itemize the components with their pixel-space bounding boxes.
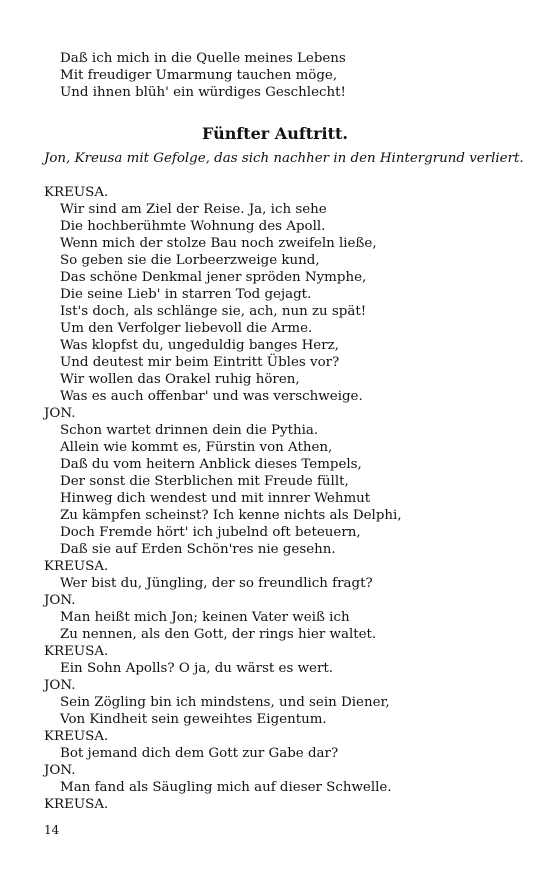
verse-line: Ein Sohn Apolls? O ja, du wärst es wert. bbox=[60, 661, 334, 676]
verse-line: Doch Fremde hört' ich jubelnd oft beteuern, bbox=[60, 525, 361, 540]
verse-line: Wir sind am Ziel der Reise. Ja, ich sehe bbox=[60, 202, 327, 217]
verse-line: Schon wartet drinnen dein die Pythia. bbox=[60, 423, 319, 438]
verse-line: Wir wollen das Orakel ruhig hören, bbox=[60, 372, 300, 387]
page-number: 14 bbox=[44, 823, 60, 837]
speaker-name: JON. bbox=[44, 763, 76, 778]
verse-line: Man fand als Säugling mich auf dieser Schwelle. bbox=[60, 780, 392, 795]
verse-line: Mit freudiger Umarmung tauchen möge, bbox=[60, 68, 338, 83]
verse-line: Wer bist du, Jüngling, der so freundlich fragt? bbox=[60, 576, 373, 591]
verse-line: Die seine Lieb' in starren Tod gejagt. bbox=[60, 287, 312, 302]
verse-line: Ist's doch, als schlänge sie, ach, nun zu spät! bbox=[60, 304, 367, 319]
verse-line: Und deutest mir beim Eintritt Übles vor? bbox=[60, 355, 340, 370]
verse-line: Daß du vom heitern Anblick dieses Tempels, bbox=[60, 457, 362, 472]
verse-line: Man heißt mich Jon; keinen Vater weiß ich bbox=[60, 610, 350, 625]
verse-line: Daß ich mich in die Quelle meines Lebens bbox=[60, 51, 346, 66]
speaker-name: JON. bbox=[44, 593, 76, 608]
speaker-name: JON. bbox=[44, 406, 76, 421]
verse-line: Allein wie kommt es, Fürstin von Athen, bbox=[60, 440, 333, 455]
verse-line: Zu nennen, als den Gott, der rings hier waltet. bbox=[60, 627, 377, 642]
speaker-name: KREUSA. bbox=[44, 644, 109, 659]
verse-line: Daß sie auf Erden Schön'res nie gesehn. bbox=[60, 542, 336, 557]
speaker-name: KREUSA. bbox=[44, 797, 109, 812]
verse-line: Um den Verfolger liebevoll die Arme. bbox=[60, 321, 313, 336]
scene-title: Fünfter Auftritt. bbox=[202, 124, 348, 143]
verse-line: Was klopfst du, ungeduldig banges Herz, bbox=[60, 338, 339, 353]
speaker-name: KREUSA. bbox=[44, 559, 109, 574]
verse-line: Zu kämpfen scheinst? Ich kenne nichts als Delphi, bbox=[60, 508, 402, 523]
speaker-name: JON. bbox=[44, 678, 76, 693]
opening-verse bbox=[44, 50, 514, 101]
verse-line: Bot jemand dich dem Gott zur Gabe dar? bbox=[60, 746, 339, 761]
verse-line: Die hochberühmte Wohnung des Apoll. bbox=[60, 219, 326, 234]
verse-line: Sein Zögling bin ich mindstens, und sein Diener, bbox=[60, 695, 390, 710]
verse-line: Von Kindheit sein geweihtes Eigentum. bbox=[60, 712, 327, 727]
speaker-name: KREUSA. bbox=[44, 729, 109, 744]
verse-line: So geben sie die Lorbeerzweige kund, bbox=[60, 253, 320, 268]
speaker-name: KREUSA. bbox=[44, 185, 109, 200]
verse-line: Das schöne Denkmal jener spröden Nymphe, bbox=[60, 270, 367, 285]
verse-line: Und ihnen blüh' ein würdiges Geschlecht! bbox=[60, 85, 346, 100]
stage-direction: Jon, Kreusa mit Gefolge, das sich nachher in den Hintergrund verliert. bbox=[44, 151, 524, 166]
verse-line: Hinweg dich wendest und mit innrer Wehmut bbox=[60, 491, 371, 506]
dialogue bbox=[44, 184, 514, 813]
verse-line: Was es auch offenbar' und was verschweige. bbox=[60, 389, 363, 404]
verse-line: Der sonst die Sterblichen mit Freude füllt, bbox=[60, 474, 349, 489]
verse-line: Wenn mich der stolze Bau noch zweifeln ließe, bbox=[60, 236, 377, 251]
